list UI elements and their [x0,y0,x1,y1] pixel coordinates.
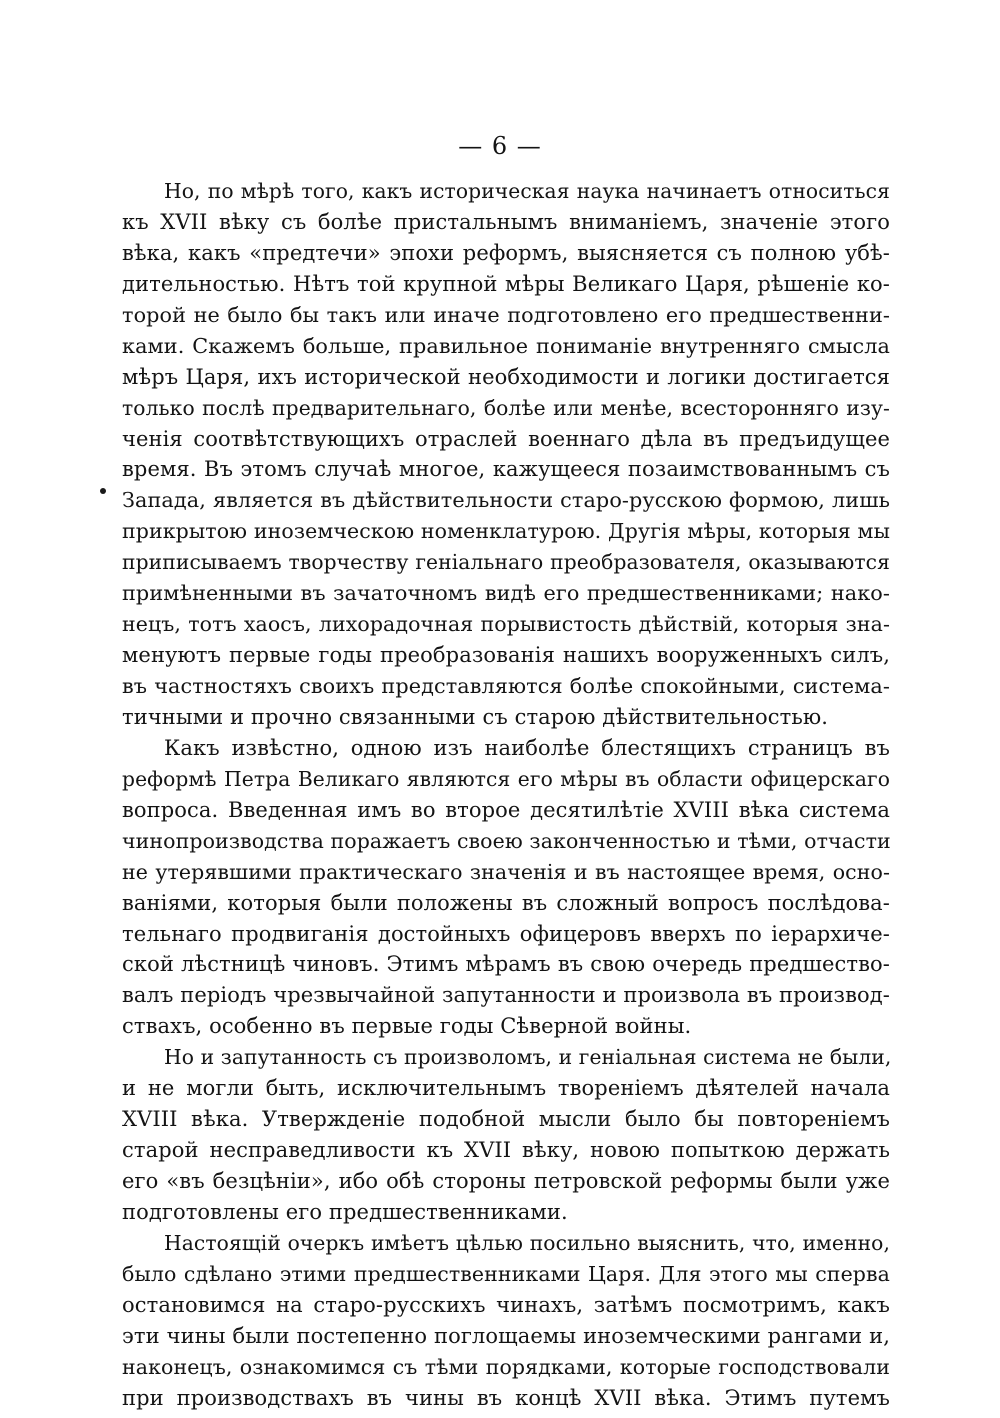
text-line: дительностью. Нѣтъ той крупной мѣры Великаго Царя, рѣшеніе ко- [122,271,890,296]
text-line: Но, по мѣрѣ того, какъ историческая наука начинаетъ относиться [164,179,890,203]
text-line: остановимся на старо-русскихъ чинахъ, затѣмъ посмотримъ, какъ [122,1292,890,1317]
text-line: Настоящій очеркъ имѣетъ цѣлью посильно выяснить, что, именно, [164,1230,890,1255]
text-line: мѣръ Царя, ихъ исторической необходимости и логики достигается [122,364,890,389]
paragraph-3 [122,1042,890,1228]
text-line: тельнаго продвиганія достойныхъ офицеровъ вверхъ по іерархиче- [122,921,890,946]
text-line: валъ періодъ чрезвычайной запутанности и произвола въ производ- [122,983,890,1008]
text-line: ченія соотвѣтствующихъ отраслей военнаго дѣла въ предъидущее [122,426,890,451]
text-line: приписываемъ творчеству геніальнаго преобразователя, оказываются [122,550,890,575]
paragraph-4 [122,1228,890,1414]
text-line: прикрытою иноземческою номенклатурою. Другія мѣры, которыя мы [122,519,890,544]
text-line: Но и запутанность съ произволомъ, и геніальная система не были, [164,1045,892,1070]
text-line: XVIII вѣка. Утвержденіе подобной мысли было бы повтореніемъ [122,1107,890,1132]
text-line: примѣненными въ зачаточномъ видѣ его предшественниками; нако- [122,581,890,606]
text-line: ками. Скажемъ больше, правильное пониманіе внутренняго смысла [122,333,890,358]
text-line: нецъ, тотъ хаосъ, лихорадочная порывистость дѣйствій, которыя зна- [122,612,890,637]
text-line: ствахъ, особенно въ первые годы Сѣверной войны. [122,1014,692,1039]
text-line: Какъ извѣстно, одною изъ наиболѣе блестящихъ страницъ въ [164,735,890,760]
text-line: наконецъ, ознакомимся съ тѣми порядками, которые господствовали [122,1354,890,1379]
text-line: только послѣ предварительнаго, болѣе или менѣе, всесторонняго изу- [122,395,890,420]
page-number: — 6 — [458,132,542,160]
body-text [122,176,890,1414]
text-line: подготовлены его предшественниками. [122,1199,568,1224]
text-line: менуютъ первые годы преобразованія нашихъ вооруженныхъ силъ, [122,643,890,668]
paragraph-2 [122,733,890,1042]
text-line: ваніями, которыя были положены въ сложный вопросъ послѣдова- [122,890,890,915]
text-line: реформѣ Петра Великаго являются его мѣры въ области офицерскаго [122,766,890,791]
text-line: ской лѣстницѣ чиновъ. Этимъ мѣрамъ въ свою очередь предшество- [122,952,890,977]
text-line: не утерявшими практическаго значенія и въ настоящее время, осно- [122,859,890,884]
text-line: было сдѣлано этими предшественниками Царя. Для этого мы сперва [122,1261,890,1286]
text-line: въ частностяхъ своихъ представляются болѣе спокойными, система- [122,674,890,698]
text-line: вѣка, какъ «предтечи» эпохи реформъ, выясняется съ полною убѣ- [122,240,890,265]
text-line: тичными и прочно связанными съ старою дѣйствительностью. [122,704,829,729]
text-line: торой не было бы такъ или иначе подготовлено его предшественни- [122,302,890,327]
text-line: его «въ безцѣніи», ибо обѣ стороны петровской реформы были уже [122,1169,890,1193]
text-line: и не могли быть, исключительнымъ твореніемъ дѣятелей начала [122,1076,890,1101]
text-line: эти чины были постепенно поглощаемы иноземческими рангами и, [122,1323,890,1348]
text-line: вопроса. Введенная имъ во второе десятилѣтіе XVIII вѣка система [122,797,890,822]
text-line: къ XVII вѣку съ болѣе пристальнымъ вниманіемъ, значеніе этого [122,209,890,234]
text-line: чинопроизводства поражаетъ своею законченностью и тѣми, отчасти [122,828,891,853]
paragraph-1 [122,176,890,733]
text-line: время. Въ этомъ случаѣ многое, кажущееся позаимствованнымъ съ [122,457,890,482]
ink-dot-mark [100,488,106,494]
text-line: при производствахъ въ чины въ концѣ XVII вѣка. Этимъ путемъ [122,1385,890,1410]
text-line: Запада, является въ дѣйствительности старо-русскою формою, лишь [122,488,890,513]
text-line: старой несправедливости къ XVII вѣку, новою попыткою держать [122,1138,890,1163]
